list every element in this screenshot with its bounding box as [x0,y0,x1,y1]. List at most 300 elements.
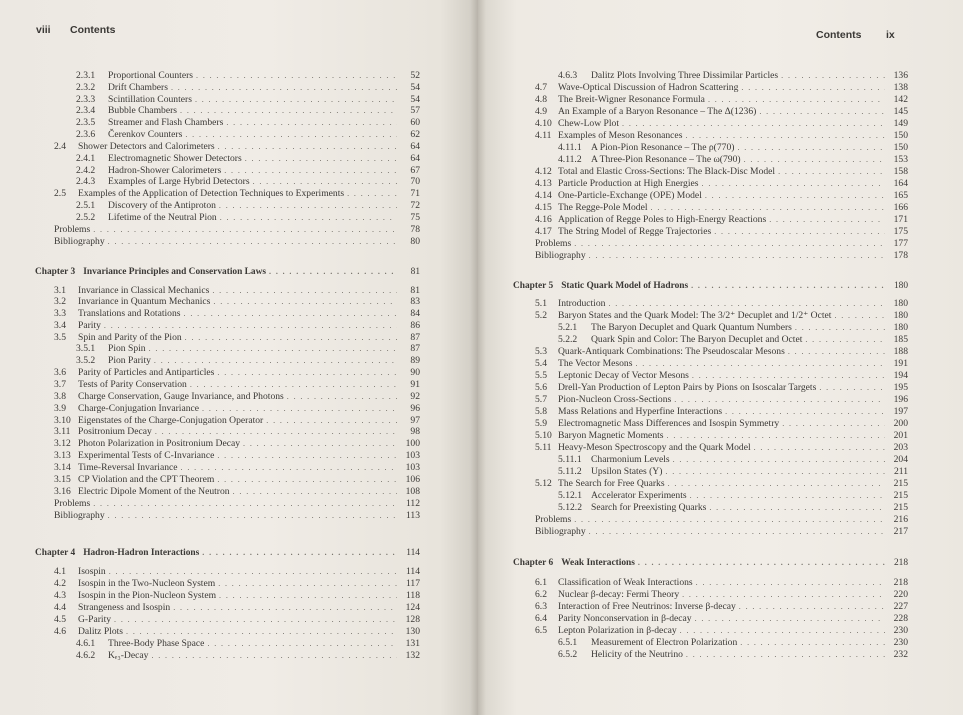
section-number: 6.3 [535,601,547,612]
toc-entry-row [76,105,420,117]
page-ref: 185 [893,334,908,345]
dot-leader [589,250,885,262]
toc-entry-row [535,94,908,106]
page-ref: 165 [893,190,908,201]
section-number: 4.11.2 [558,154,582,165]
dot-leader [217,450,397,462]
section-title: Bibliography [535,526,586,537]
toc-entry-row [558,502,908,514]
dot-leader [108,236,397,248]
page-ref: 92 [410,391,420,402]
section-title: Drell-Yan Production of Lepton Pairs by Pions on Isoscalar Targets [558,382,817,393]
dot-leader [109,566,397,578]
chapter-title: Weak Interactions [561,558,635,568]
section-title: Examples of Large Hybrid Detectors [108,176,250,187]
dot-leader [692,370,885,382]
section-number: 4.1 [54,566,66,577]
section-number: 5.10 [535,430,552,441]
toc-entry-row [535,577,908,589]
toc-entry-row [54,403,420,415]
page-ref: 103 [405,462,420,473]
section-number: 2.3.4 [76,105,96,116]
page-ref: 60 [410,117,420,128]
toc-entry-row [76,153,420,165]
page-ref: 138 [893,82,908,93]
page-ref: 112 [405,498,420,509]
toc-entry-row [535,214,908,226]
toc-entry-row [76,650,420,662]
page-ref: 124 [405,602,420,613]
toc-entry-row [54,498,420,510]
page-ref: 200 [893,418,908,429]
toc-entry-row [558,322,908,334]
section-number: 3.14 [54,462,71,473]
section-title: Interaction of Free Neutrinos: Inverse β-decay [558,601,736,612]
right-page-number: ix [886,29,895,41]
section-title: Translations and Rotations [78,308,181,319]
dot-leader [686,649,885,661]
page-ref: 87 [410,332,420,343]
page-ref: 81 [410,285,420,296]
page-ref: 203 [893,442,908,453]
dot-leader [702,178,885,190]
section-title: Parity of Particles and Antiparticles [78,367,215,378]
page-ref: 180 [893,298,908,309]
toc-entry-row [54,391,420,403]
page-ref: 230 [893,625,908,636]
toc-entry-row [535,394,908,406]
page-ref: 166 [893,202,908,213]
section-title: Electromagnetic Shower Detectors [108,153,242,164]
dot-leader [781,70,885,82]
page-ref: 180 [893,322,908,333]
section-number: 4.7 [535,82,547,93]
section-number: 4.15 [535,202,552,213]
dot-leader [114,614,397,626]
section-title: Pion-Nucleon Cross-Sections [558,394,672,405]
section-title: CP Violation and the CPT Theorem [78,474,215,485]
section-title: Dalitz Plots Involving Three Dissimilar Particles [591,70,779,81]
section-title: Isospin in the Two-Nucleon System [78,578,216,589]
toc-entry-row [54,224,420,236]
chapter-title: Hadron-Hadron Interactions [83,548,200,558]
page-ref: 106 [405,474,420,485]
page-ref: 227 [893,601,908,612]
section-number: 3.15 [54,474,71,485]
section-number: 3.6 [54,367,66,378]
toc-entry-row [54,367,420,379]
section-title: Upsilon States (Υ) [591,466,663,477]
section-number: 5.6 [535,382,547,393]
dot-leader [740,637,885,649]
section-title: Application of Regge Poles to High-Energy Reactions [558,214,767,225]
section-title: Hadron-Shower Calorimeters [108,165,222,176]
section-title: Baryon States and the Quark Model: The 3/2⁺ Decuplet and 1/2⁺ Octet [558,310,832,321]
section-number: 6.4 [535,613,547,624]
page-ref: 158 [893,166,908,177]
dot-leader [622,118,885,130]
section-title: Heavy-Meson Spectroscopy and the Quark Model [558,442,751,453]
page-ref: 230 [893,637,908,648]
dot-leader [233,486,397,498]
section-title: Scintillation Counters [108,94,192,105]
page-ref: 215 [893,478,908,489]
section-number: 6.5.2 [558,649,578,660]
section-title: Čerenkov Counters [108,129,183,140]
dot-leader [708,94,885,106]
dot-leader [778,166,885,178]
section-number: 5.3 [535,346,547,357]
section-title: Drift Chambers [108,82,168,93]
section-title: Electric Dipole Moment of the Neutron [78,486,230,497]
toc-entry-row [54,141,420,153]
toc-entry-row [76,70,420,82]
section-number: 3.4 [54,320,66,331]
section-title: Nuclear β-decay: Fermi Theory [558,589,680,600]
toc-entry-row [54,296,420,308]
toc-entry-row [535,130,908,142]
page-ref: 117 [405,578,420,589]
section-number: 4.13 [535,178,552,189]
section-number: 3.1 [54,285,66,296]
page-ref: 130 [405,626,420,637]
page-ref: 52 [410,70,420,81]
section-number: 4.6.3 [558,70,578,81]
dot-leader [243,438,397,450]
toc-entry-row [54,450,420,462]
section-title: Problems [535,238,572,249]
page-ref: 180 [893,310,908,321]
dot-leader [185,129,397,141]
section-number: 4.11.1 [558,142,582,153]
dot-leader [651,202,885,214]
section-title: Parity [78,320,101,331]
dot-leader [737,142,885,154]
toc-entry-row [76,343,420,355]
section-title: Strangeness and Isospin [78,602,171,613]
dot-leader [104,320,397,332]
dot-leader [744,154,885,166]
dot-leader [184,308,397,320]
page-ref: 218 [893,558,908,568]
section-title: The Baryon Decuplet and Quark Quantum Numbers [591,322,792,333]
left-page-number: viii [36,24,51,36]
chapter-title: Invariance Principles and Conservation Laws [83,267,267,277]
section-number: 3.9 [54,403,66,414]
toc-entry-row [535,430,908,442]
page-ref: 91 [410,379,420,390]
section-title: Time-Reversal Invariance [78,462,178,473]
toc-chapter-row [35,266,420,278]
section-number: 5.2.2 [558,334,578,345]
dot-leader [218,141,397,153]
page-ref: 191 [893,358,908,369]
toc-entry-row [54,462,420,474]
toc-entry-row [54,236,420,248]
dot-leader [245,153,397,165]
section-title: Three-Body Phase Space [108,638,205,649]
toc-entry-row [54,590,420,602]
dot-leader [819,382,885,394]
toc-entry-row [558,334,908,346]
section-number: 3.2 [54,296,66,307]
section-number: 4.11 [535,130,552,141]
dot-leader [691,280,885,292]
section-title: G-Parity [78,614,112,625]
section-title: Spin and Parity of the Pion [78,332,182,343]
section-number: 4.2 [54,578,66,589]
section-number: 2.3.2 [76,82,96,93]
toc-entry-row [535,202,908,214]
section-number: 3.5.1 [76,343,96,354]
toc-entry-row [54,426,420,438]
section-title: An Example of a Baryon Resonance – The Δ(1236) [558,106,757,117]
section-number: 2.4 [54,141,66,152]
dot-leader [795,322,885,334]
toc-entry-row [535,613,908,625]
toc-entry-row [54,379,420,391]
left-toc-list [0,0,478,715]
section-title: Wave-Optical Discussion of Hadron Scattering [558,82,739,93]
section-number: 4.14 [535,190,552,201]
section-title: Tests of Parity Conservation [78,379,187,390]
toc-entry-row [535,382,908,394]
page-ref: 103 [405,450,420,461]
dot-leader [714,226,885,238]
section-title: Lifetime of the Neutral Pion [108,212,217,223]
page-ref: 114 [405,566,420,577]
page-ref: 80 [410,236,420,247]
section-title: Leptonic Decay of Vector Mesons [558,370,689,381]
dot-leader [202,547,397,559]
toc-entry-row [535,178,908,190]
dot-leader [690,490,885,502]
toc-entry-row [54,486,420,498]
dot-leader [574,238,885,250]
toc-entry-row [54,626,420,638]
dot-leader [665,466,885,478]
section-number: 4.3 [54,590,66,601]
dot-leader [207,638,397,650]
page-ref: 54 [410,94,420,105]
dot-leader [226,117,397,129]
section-title: Photon Polarization in Positronium Decay [78,438,241,449]
section-title: Problems [535,514,572,525]
section-number: 2.5.2 [76,212,96,223]
dot-leader [782,418,885,430]
section-number: 4.6 [54,626,66,637]
toc-entry-row [535,370,908,382]
dot-leader [695,613,885,625]
section-title: Accelerator Experiments [591,490,687,501]
page-ref: 164 [893,178,908,189]
section-title: Charmonium Levels [591,454,670,465]
left-page [0,0,478,715]
toc-entry-row [535,298,908,310]
page-ref: 100 [405,438,420,449]
dot-leader [608,298,885,310]
section-title: Pion Spin [108,343,146,354]
chapter-number: Chapter 5 [513,281,554,291]
section-number: 3.7 [54,379,66,390]
page-ref: 75 [410,212,420,223]
page-ref: 149 [893,118,908,129]
section-number: 2.5.1 [76,200,96,211]
toc-entry-row [535,118,908,130]
dot-leader [668,478,885,490]
dot-leader [667,430,885,442]
dot-leader [93,498,397,510]
section-title: Problems [54,498,91,509]
section-title: Examples of Meson Resonances [558,130,683,141]
section-number: 5.7 [535,394,547,405]
page-ref: 171 [893,214,908,225]
dot-leader [217,474,397,486]
dot-leader [269,266,397,278]
page-ref: 188 [893,346,908,357]
section-title: Quark Spin and Color: The Baryon Decuplet and Octet [591,334,803,345]
toc-chapter-row [513,280,908,292]
page-ref: 150 [893,142,908,153]
page-ref: 216 [893,514,908,525]
chapter-number: Chapter 4 [35,548,76,558]
section-number: 3.13 [54,450,71,461]
dot-leader [834,310,885,322]
dot-leader [180,105,397,117]
dot-leader [741,82,885,94]
toc-entry-row [558,649,908,661]
page-ref: 90 [410,367,420,378]
dot-leader [181,462,397,474]
toc-entry-row [535,250,908,262]
section-number: 6.5.1 [558,637,578,648]
page-ref: 145 [893,106,908,117]
section-title: Invariance in Quantum Mechanics [78,296,211,307]
section-title: Isospin in the Pion-Nucleon System [78,590,217,601]
page-ref: 131 [405,638,420,649]
page-ref: 98 [410,426,420,437]
dot-leader [173,602,397,614]
toc-entry-row [558,142,908,154]
section-title: Bibliography [54,236,105,247]
dot-leader [674,394,885,406]
section-title: Chew-Low Plot [558,118,620,129]
dot-leader [108,510,397,522]
section-title: Kₑ₃-Decay [108,650,149,661]
section-number: 2.3.3 [76,94,96,105]
dot-leader [171,82,397,94]
toc-entry-row [535,589,908,601]
section-number: 5.9 [535,418,547,429]
page-ref: 64 [410,153,420,164]
section-title: Search for Preexisting Quarks [591,502,707,513]
section-title: Electromagnetic Mass Differences and Isospin Symmetry [558,418,780,429]
dot-leader [218,578,397,590]
toc-entry-row [558,454,908,466]
page-ref: 108 [405,486,420,497]
toc-chapter-row [513,557,908,569]
toc-entry-row [54,188,420,200]
section-title: Particle Production at High Energies [558,178,699,189]
page-ref: 83 [410,296,420,307]
page-ref: 178 [893,250,908,261]
dot-leader [673,454,885,466]
section-number: 2.3.1 [76,70,96,81]
page-ref: 136 [893,70,908,81]
section-title: A Pion-Pion Resonance – The ρ(770) [591,142,735,153]
section-title: Quark-Antiquark Combinations: The Pseudoscalar Mesons [558,346,785,357]
section-number: 2.3.5 [76,117,96,128]
book-gutter [470,0,486,715]
section-title: Bubble Chambers [108,105,178,116]
dot-leader [93,224,397,236]
page-ref: 215 [893,490,908,501]
section-number: 3.3 [54,308,66,319]
page-ref: 97 [410,415,420,426]
dot-leader [805,334,885,346]
dot-leader [759,106,885,118]
dot-leader [190,379,397,391]
dot-leader [574,514,885,526]
section-title: Lepton Polarization in β-decay [558,625,677,636]
page-ref: 142 [893,94,908,105]
page-ref: 204 [893,454,908,465]
dot-leader [217,367,397,379]
section-title: Bibliography [535,250,586,261]
section-number: 2.4.2 [76,165,96,176]
section-title: Invariance in Classical Mechanics [78,285,210,296]
section-title: Isospin [78,566,106,577]
dot-leader [680,625,885,637]
section-title: Experimental Tests of C-Invariance [78,450,215,461]
toc-entry-row [76,212,420,224]
right-page [478,0,963,715]
toc-entry-row [54,438,420,450]
section-title: Shower Detectors and Calorimeters [78,141,215,152]
page-ref: 57 [410,105,420,116]
toc-entry-row [54,566,420,578]
toc-entry-row [535,226,908,238]
section-title: Mass Relations and Hyperfine Interactions [558,406,723,417]
toc-chapter-row [35,547,420,559]
dot-leader [725,406,885,418]
page-ref: 78 [410,224,420,235]
page-ref: 217 [893,526,908,537]
page-ref: 89 [410,355,420,366]
section-title: Charge Conservation, Gauge Invariance, and Photons [78,391,284,402]
section-number: 4.8 [535,94,547,105]
section-number: 4.9 [535,106,547,117]
page-ref: 175 [893,226,908,237]
section-title: Classification of Weak Interactions [558,577,693,588]
toc-entry-row [558,70,908,82]
toc-entry-row [76,82,420,94]
section-title: Total and Elastic Cross-Sections: The Black-Disc Model [558,166,776,177]
toc-entry-row [535,310,908,322]
dot-leader [202,403,397,415]
dot-leader [151,650,397,662]
dot-leader [739,601,885,613]
section-number: 4.17 [535,226,552,237]
toc-entry-row [535,106,908,118]
section-title: Pion Parity [108,355,151,366]
section-title: The Breit-Wigner Resonance Formula [558,94,705,105]
left-running-head: Contents [70,24,116,36]
page-ref: 201 [893,430,908,441]
section-number: 3.5 [54,332,66,343]
dot-leader [347,188,397,200]
page-ref: 194 [893,370,908,381]
